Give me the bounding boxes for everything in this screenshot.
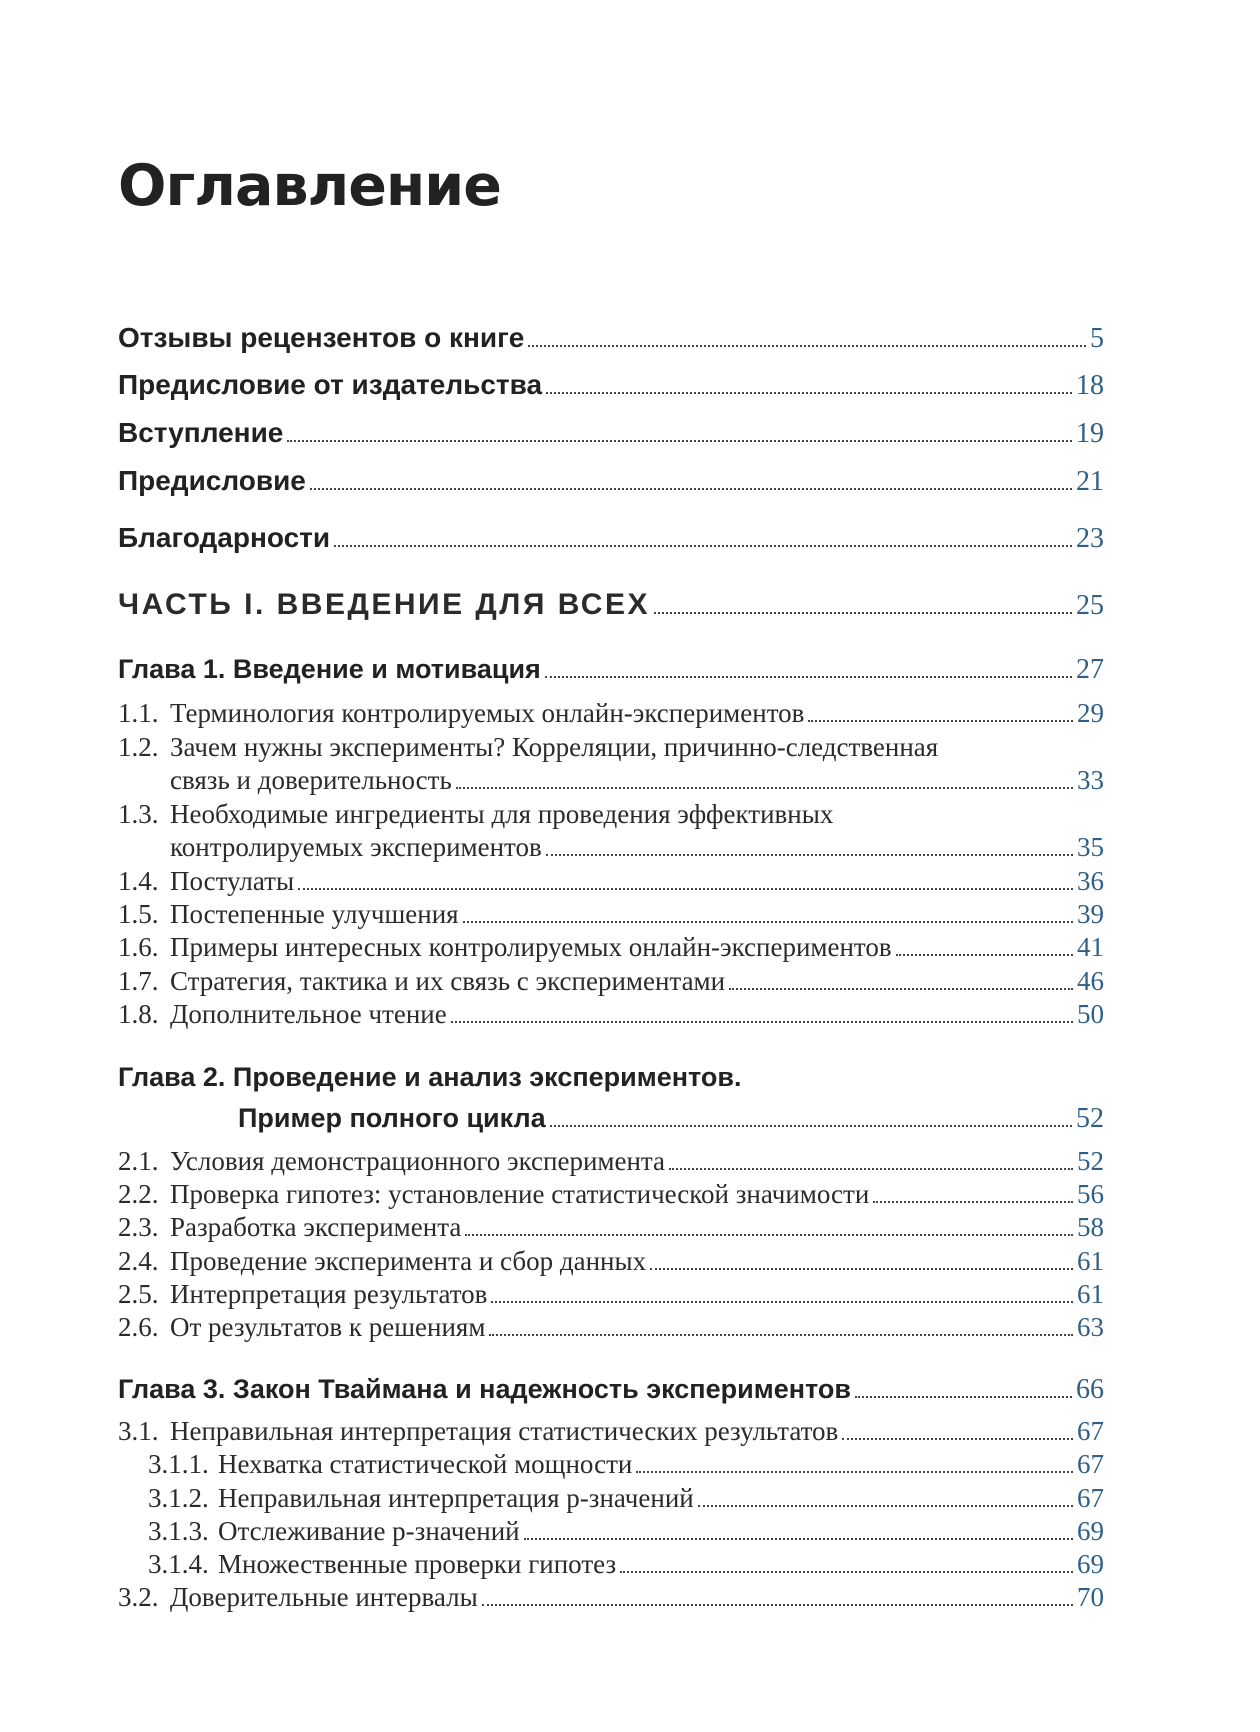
page-number: 67: [1077, 1449, 1104, 1479]
page-number: 69: [1077, 1549, 1104, 1579]
page-number: 61: [1077, 1279, 1104, 1309]
section-number: 1.7.: [118, 966, 159, 996]
toc-entry-part-1[interactable]: [118, 588, 1104, 622]
section-title: Постулаты: [170, 866, 295, 896]
entry-title: Предисловие: [118, 465, 306, 496]
toc-entry-chapter-1[interactable]: [118, 654, 1104, 686]
section-number: 1.1.: [118, 698, 159, 728]
toc-section[interactable]: [118, 1246, 1104, 1277]
section-title: Интерпретация результатов: [170, 1279, 488, 1309]
dot-leader: [456, 787, 1073, 789]
toc-section[interactable]: [118, 899, 1104, 930]
section-number: 2.2.: [118, 1179, 159, 1209]
page-number: 21: [1076, 466, 1104, 497]
entry-title: Глава 3. Закон Тваймана и надежность экспериментов: [118, 1374, 851, 1404]
page-title: Оглавление: [118, 153, 501, 219]
dot-leader: [654, 612, 1072, 614]
dot-leader: [451, 1021, 1073, 1023]
dot-leader: [482, 1604, 1073, 1606]
dot-leader: [620, 1571, 1073, 1573]
section-number: 2.3.: [118, 1212, 159, 1242]
toc-section-line1[interactable]: [118, 799, 833, 830]
dot-leader: [669, 1168, 1073, 1170]
dot-leader: [729, 988, 1073, 990]
toc-subsection[interactable]: [118, 1549, 1104, 1580]
section-title: Проведение эксперимента и сбор данных: [170, 1246, 647, 1276]
page-number: 39: [1077, 899, 1104, 929]
entry-title: Вступление: [118, 417, 284, 448]
toc-subsection[interactable]: [118, 1516, 1104, 1547]
toc-section[interactable]: [118, 1179, 1104, 1210]
section-title: Неправильная интерпретация статистических результатов: [170, 1416, 839, 1446]
section-title: Условия демонстрационного эксперимента: [170, 1146, 666, 1176]
dot-leader: [463, 921, 1073, 923]
dot-leader: [334, 545, 1072, 547]
page-number: 41: [1077, 932, 1104, 962]
entry-title-cont: Пример полного цикла: [238, 1103, 546, 1133]
page-number: 18: [1076, 370, 1104, 401]
page-number: 35: [1077, 832, 1104, 862]
toc-entry-preface[interactable]: [118, 465, 1104, 498]
page-number: 50: [1077, 999, 1104, 1029]
page-number: 56: [1077, 1179, 1104, 1209]
section-title: Неправильная интерпретация p-значений: [218, 1483, 694, 1513]
page-number: 27: [1076, 654, 1104, 685]
toc-subsection[interactable]: [118, 1449, 1104, 1480]
toc-entry-chapter-2-line1[interactable]: [118, 1062, 742, 1093]
toc-section[interactable]: [118, 1146, 1104, 1177]
entry-title: Глава 2. Проведение и анализ экспериментов.: [118, 1062, 742, 1092]
page-number: 67: [1077, 1483, 1104, 1513]
toc-entry-chapter-3[interactable]: [118, 1374, 1104, 1406]
section-number: 1.8.: [118, 999, 159, 1029]
section-title: Необходимые ингредиенты для проведения эффективных: [170, 799, 834, 829]
page-number: 66: [1076, 1374, 1104, 1405]
toc-section[interactable]: [118, 1212, 1104, 1243]
section-title: Дополнительное чтение: [170, 999, 447, 1029]
dot-leader: [489, 1334, 1073, 1336]
section-number: 3.1.2.: [148, 1483, 209, 1513]
toc-page: [118, 0, 1104, 1732]
section-number: 3.1.: [118, 1416, 159, 1446]
dot-leader: [545, 676, 1072, 678]
page-number: 5: [1090, 323, 1104, 354]
toc-section[interactable]: [118, 966, 1104, 997]
dot-leader: [896, 954, 1073, 956]
section-title: Доверительные интервалы: [170, 1582, 478, 1612]
toc-section-line2[interactable]: [118, 765, 1104, 796]
section-title: Разработка эксперимента: [170, 1212, 462, 1242]
section-title: Зачем нужны эксперименты? Корреляции, причинно-следственная: [170, 732, 939, 762]
page-number: 29: [1077, 698, 1104, 728]
section-number: 2.6.: [118, 1312, 159, 1342]
dot-leader: [465, 1234, 1073, 1236]
dot-leader: [636, 1471, 1073, 1473]
dot-leader: [546, 854, 1073, 856]
page-number: 46: [1077, 966, 1104, 996]
section-number: 1.3.: [118, 799, 159, 829]
section-number: 2.1.: [118, 1146, 159, 1176]
dot-leader: [287, 440, 1072, 442]
toc-section[interactable]: [118, 698, 1104, 729]
section-number: 1.2.: [118, 732, 159, 762]
page-number: 61: [1077, 1246, 1104, 1276]
section-number: 3.2.: [118, 1582, 159, 1612]
entry-title: ЧАСТЬ I. ВВЕДЕНИЕ ДЛЯ ВСЕХ: [118, 588, 650, 621]
entry-title: Отзывы рецензентов о книге: [118, 322, 525, 353]
entry-title: Благодарности: [118, 522, 331, 553]
toc-entry-acknowledgements[interactable]: [118, 522, 1104, 555]
section-number: 1.5.: [118, 899, 159, 929]
toc-section[interactable]: [118, 1416, 1104, 1447]
page-number: 70: [1077, 1582, 1104, 1612]
dot-leader: [528, 345, 1086, 347]
toc-section[interactable]: [118, 1312, 1104, 1343]
section-number: 1.6.: [118, 932, 159, 962]
page-number: 23: [1076, 523, 1104, 554]
page-number: 25: [1076, 590, 1104, 621]
section-title: Нехватка статистической мощности: [218, 1449, 633, 1479]
entry-title: Глава 1. Введение и мотивация: [118, 654, 541, 684]
section-title: Отслеживание p-значений: [218, 1516, 520, 1546]
page-number: 52: [1076, 1103, 1104, 1134]
dot-leader: [310, 488, 1072, 490]
toc-entry-chapter-2-line2[interactable]: [118, 1103, 1104, 1135]
section-title-cont: контролируемых экспериментов: [170, 832, 542, 862]
toc-subsection[interactable]: [118, 1483, 1104, 1514]
section-title: Проверка гипотез: установление статистической значимости: [170, 1179, 870, 1209]
section-number: 2.4.: [118, 1246, 159, 1276]
dot-leader: [298, 888, 1073, 890]
entry-title: Предисловие от издательства: [118, 369, 543, 400]
page-number: 63: [1077, 1312, 1104, 1342]
dot-leader: [524, 1538, 1073, 1540]
dot-leader: [550, 1125, 1072, 1127]
dot-leader: [855, 1396, 1072, 1398]
page-number: 58: [1077, 1212, 1104, 1242]
section-title: Постепенные улучшения: [170, 899, 459, 929]
dot-leader: [873, 1201, 1073, 1203]
page-number: 69: [1077, 1516, 1104, 1546]
section-number: 3.1.3.: [148, 1516, 209, 1546]
toc-section-line1[interactable]: [118, 732, 938, 763]
page-number: 36: [1077, 866, 1104, 896]
dot-leader: [842, 1438, 1073, 1440]
toc-section[interactable]: [118, 999, 1104, 1030]
page-number: 33: [1077, 765, 1104, 795]
section-title: Терминология контролируемых онлайн-экспериментов: [170, 698, 805, 728]
toc-entry-introduction[interactable]: [118, 417, 1104, 450]
section-number: 3.1.4.: [148, 1549, 209, 1579]
page-number: 19: [1076, 418, 1104, 449]
toc-section-line2[interactable]: [118, 832, 1104, 863]
dot-leader: [491, 1301, 1073, 1303]
dot-leader: [650, 1268, 1073, 1270]
toc-section[interactable]: [118, 932, 1104, 963]
dot-leader: [698, 1505, 1073, 1507]
toc-section[interactable]: [118, 1582, 1104, 1613]
section-title: Стратегия, тактика и их связь с экспериментами: [170, 966, 726, 996]
section-title-cont: связь и доверительность: [170, 765, 452, 795]
page-number: 52: [1077, 1146, 1104, 1176]
section-number: 3.1.1.: [148, 1449, 209, 1479]
toc-section[interactable]: [118, 1279, 1104, 1310]
section-title: Множественные проверки гипотез: [218, 1549, 617, 1579]
toc-entry-publisher-preface[interactable]: [118, 369, 1104, 402]
dot-leader: [546, 392, 1072, 394]
section-number: 1.4.: [118, 866, 159, 896]
page-number: 67: [1077, 1416, 1104, 1446]
toc-section[interactable]: [118, 866, 1104, 897]
dot-leader: [808, 720, 1073, 722]
section-number: 2.5.: [118, 1279, 159, 1309]
section-title: Примеры интересных контролируемых онлайн-экспериментов: [170, 932, 892, 962]
section-title: От результатов к решениям: [170, 1312, 486, 1342]
toc-entry-reviews[interactable]: [118, 322, 1104, 355]
